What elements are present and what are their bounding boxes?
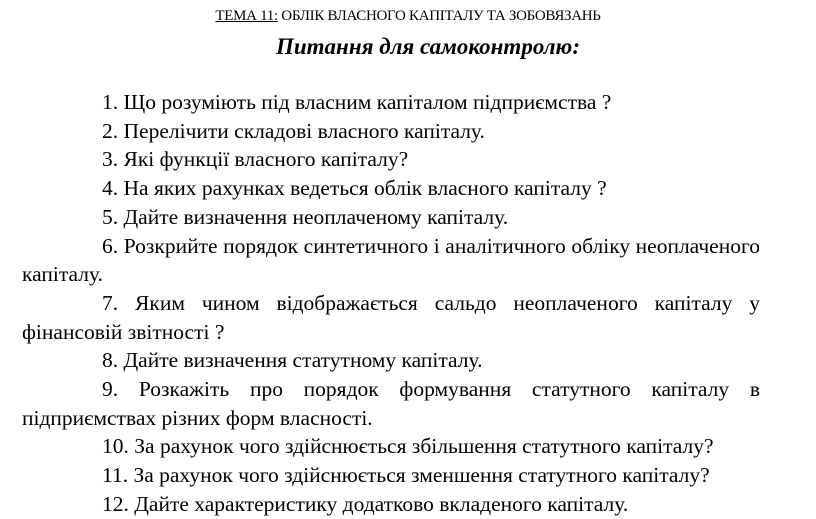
item-text: Які функції власного капіталу? xyxy=(123,147,409,172)
item-text: Розкрийте порядок синтетичного і аналітичного обліку неоплаченого капіталу. xyxy=(22,233,761,287)
list-item xyxy=(22,88,760,117)
item-text: Яким чином відображається сальдо неоплаченого капіталу у фінансовій звітності ? xyxy=(22,290,760,344)
topic-title: ОБЛІК ВЛАСНОГО КАПІТАЛУ ТА ЗОБОВЯЗАНЬ xyxy=(281,8,601,24)
list-item xyxy=(22,346,760,375)
item-text: За рахунок чого здійснюється збільшення статутного капіталу? xyxy=(134,434,714,459)
list-item xyxy=(22,174,760,203)
list-item xyxy=(22,145,760,174)
item-text: Розкажіть про порядок формування статутного капіталу в підприємствах різних форм власності. xyxy=(22,377,761,430)
item-text: Що розуміють під власним капіталом підприємства ? xyxy=(123,90,612,114)
list-item xyxy=(22,117,760,146)
list-item xyxy=(22,432,760,461)
page-header xyxy=(0,8,816,25)
questions-list xyxy=(22,88,760,519)
list-item xyxy=(22,375,760,432)
item-number: 12. xyxy=(102,491,129,516)
item-number: 3. xyxy=(102,147,119,172)
list-item xyxy=(22,461,760,490)
item-number: 5. xyxy=(102,204,119,229)
topic-label: ТЕМА 11: xyxy=(215,8,278,24)
item-number: 4. xyxy=(102,176,119,201)
list-item xyxy=(22,203,760,232)
item-text: Дайте визначення статутному капіталу. xyxy=(123,348,483,373)
item-number: 8. xyxy=(102,348,119,373)
item-number: 1. xyxy=(102,90,119,114)
item-number: 7. xyxy=(102,290,119,315)
list-item xyxy=(22,490,760,519)
item-number: 2. xyxy=(102,118,119,143)
item-number: 6. xyxy=(102,233,119,258)
item-number: 9. xyxy=(102,377,119,402)
item-text: Дайте визначення неоплаченому капіталу. xyxy=(123,204,509,229)
item-text: Дайте характеристику додатково вкладеного капіталу. xyxy=(134,491,629,516)
item-number: 10. xyxy=(102,434,129,459)
item-text: На яких рахунках ведеться облік власного капіталу ? xyxy=(123,176,607,201)
list-item xyxy=(22,232,760,289)
section-subtitle: Питання для самоконтролю: xyxy=(275,34,580,59)
item-text: Перелічити складові власного капіталу. xyxy=(123,118,485,143)
item-text: За рахунок чого здійснюється зменшення статутного капіталу? xyxy=(133,463,710,488)
item-number: 11. xyxy=(102,463,129,488)
list-item xyxy=(22,289,760,346)
